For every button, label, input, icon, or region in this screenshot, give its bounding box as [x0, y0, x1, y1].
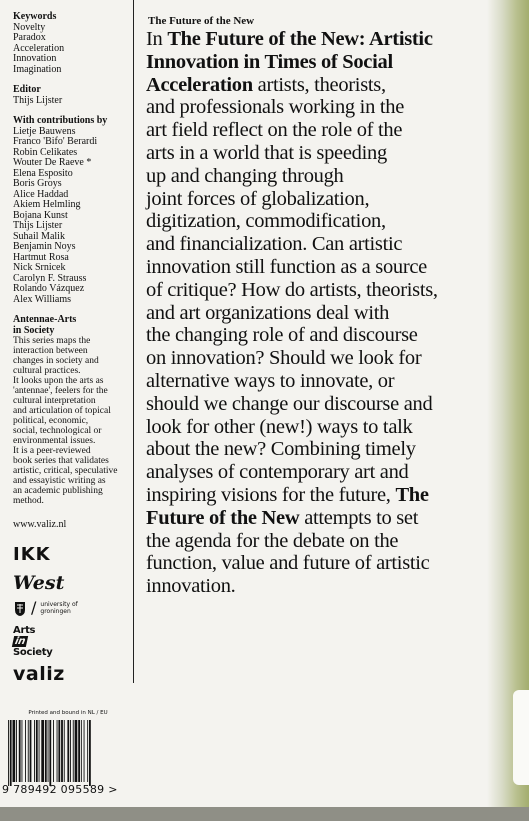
blurb-text-run: innovation. [146, 575, 236, 598]
barcode-bar [45, 720, 47, 782]
series-description-line: changes in society and [13, 356, 99, 366]
blurb-bold-text: Acceleration [146, 73, 253, 96]
blurb-text-run: alternative ways to innovate, or [146, 369, 395, 392]
blurb-line [146, 575, 491, 598]
keywords-block [13, 12, 131, 75]
barcode-bar [19, 720, 21, 782]
series-description-line: This series maps the [13, 336, 91, 346]
blurb-text-run: digitization, commodification, [146, 210, 386, 233]
blurb-text-run: innovation still function as a source [146, 255, 427, 278]
keywords-list [13, 23, 131, 76]
contributor-item: Elena Esposito [13, 167, 73, 179]
barcode-bar [57, 720, 58, 782]
barcode-bar [81, 720, 82, 782]
barcode-bar [84, 720, 85, 782]
blurb-line [146, 393, 491, 416]
blurb-line [146, 484, 491, 507]
series-description-line: method. [13, 496, 44, 506]
university-groningen-logo [13, 598, 131, 618]
series-description-line: political, economic, [13, 416, 89, 426]
blurb-line [146, 507, 491, 530]
book-title-small: The Future of the New [148, 15, 255, 27]
blurb-line [146, 165, 491, 188]
blurb-line [146, 416, 491, 439]
blurb-line [146, 552, 491, 575]
valiz-logo: valiz [13, 662, 65, 685]
blurb-line [146, 96, 491, 119]
barcode-bar [67, 720, 69, 782]
barcode-bar [78, 720, 80, 782]
keyword-item: Paradox [13, 32, 46, 43]
blurb-text-run: on innovation? Should we look for [146, 347, 422, 370]
contributor-item: Benjamin Noys [13, 241, 76, 252]
blurb-line [146, 74, 491, 97]
west-logo: West [13, 571, 65, 594]
blurb-line [146, 530, 491, 553]
contributors-list [13, 127, 131, 306]
contributor-item: Lietje Bauwens [13, 125, 76, 137]
blurb-line [146, 461, 491, 484]
blurb-text-run: and financialization. Can artistic [146, 233, 403, 256]
blurb-line [146, 28, 491, 51]
blurb-line [146, 142, 491, 165]
publisher-url[interactable]: www.valiz.nl [13, 519, 67, 530]
editor-block [13, 85, 131, 106]
blurb-text-run: the agenda for the debate on the [146, 529, 399, 552]
blurb-text-run: and professionals working in the [146, 96, 404, 119]
barcode-bar [53, 720, 54, 782]
page-edge [513, 690, 529, 785]
series-description-line: an academic publishing [13, 486, 103, 496]
series-heading-1: Antennae-Arts [13, 314, 77, 325]
arts-in-society-logo: Arts in Society [13, 624, 53, 658]
blurb-text-run: should we change our discourse and [146, 392, 433, 415]
series-description-line: environmental issues. [13, 436, 96, 446]
blurb-line [146, 210, 491, 233]
blurb-text-run: attempts to set [299, 506, 419, 529]
barcode-bar [39, 720, 40, 782]
series-description [13, 336, 131, 506]
contributor-item: Akiem Helmling [13, 199, 81, 210]
barcode-bar [30, 720, 32, 782]
logo-slash: / [31, 598, 37, 618]
barcode-bar [36, 720, 38, 782]
blurb-text-run: joint forces of globalization, [146, 187, 370, 210]
barcode [7, 720, 120, 786]
series-block [13, 315, 131, 506]
barcode-bar [8, 720, 9, 786]
keyword-item: Innovation [13, 53, 57, 64]
blurb-line [146, 279, 491, 302]
series-description-line: book series that validates [13, 456, 109, 466]
blurb-text-run: art field reflect on the role of the [146, 119, 403, 142]
series-description-line: and articulation of topical [13, 406, 111, 416]
blurb-line [146, 51, 491, 74]
blurb-text-run: inspiring visions for the future, [146, 483, 396, 506]
barcode-bar [34, 720, 35, 782]
printed-note: Printed and bound in NL / EU [28, 710, 108, 716]
contributors-block [13, 116, 131, 305]
keyword-item: Imagination [13, 63, 62, 75]
bottom-edge [0, 807, 529, 821]
contributor-item: Carolyn F. Strauss [13, 272, 87, 284]
barcode-bar [73, 720, 74, 782]
blurb-line [146, 324, 491, 347]
contributor-item: Suhail Malik [13, 230, 65, 242]
left-column [13, 12, 131, 684]
barcode-bar [13, 720, 16, 782]
keywords-heading: Keywords [13, 11, 57, 22]
contributor-item: Rolando Vázquez [13, 283, 85, 294]
barcode-bar [89, 720, 91, 786]
contributor-item: Wouter De Raeve * [13, 157, 92, 168]
series-description-line: social, technological or [13, 426, 102, 436]
series-heading-2: in Society [13, 324, 55, 336]
barcode-bar [75, 720, 78, 782]
isbn-number: 9 789492 095589 > [2, 783, 118, 796]
series-description-line: artistic, critical, speculative [13, 466, 118, 476]
blurb-text-run: about the new? Combining timely [146, 438, 416, 461]
barcode-bar [64, 720, 65, 782]
blurb-text-run: look for other (new!) ways to talk [146, 415, 413, 438]
contributor-item: Hartmut Rosa [13, 251, 69, 263]
barcode-bar [70, 720, 71, 782]
university-seal-icon [13, 601, 27, 617]
blurb-line [146, 119, 491, 142]
barcode-bar [10, 720, 12, 786]
series-description-line: It looks upon the arts as [13, 376, 104, 386]
series-description-line: cultural practices. [13, 366, 81, 376]
barcode-bar [22, 720, 23, 782]
barcode-bar [61, 720, 63, 782]
keyword-item: Novelty [13, 21, 46, 33]
blurb-bold-text: The [395, 483, 429, 506]
university-name: university of groningen [40, 601, 78, 615]
barcode-bar [87, 720, 88, 782]
blurb-text-run: In [146, 28, 168, 50]
contributor-item: Franco 'Bifo' Berardi [13, 136, 98, 147]
series-description-line: 'antennae', feelers for the [13, 386, 108, 396]
blurb-bold-text: Future of the New [146, 506, 300, 529]
contributor-item: Thijs Lijster [13, 220, 63, 231]
barcode-bar [28, 720, 29, 782]
barcode-bar [49, 720, 51, 786]
contributor-item: Bojana Kunst [13, 209, 68, 221]
contributor-item: Boris Groys [13, 178, 62, 189]
blurb-text [146, 28, 491, 598]
series-description-line: and essayistic writing as [13, 476, 106, 486]
blurb-line [146, 438, 491, 461]
blurb-text-run: and art organizations deal with [146, 301, 390, 324]
series-description-line: cultural interpretation [13, 396, 96, 406]
blurb-line [146, 302, 491, 325]
ikk-logo: IKK [13, 543, 51, 565]
blurb-text-run: arts in a world that is speeding [146, 141, 387, 164]
blurb-text-run: function, value and future of artistic [146, 552, 430, 575]
series-description-line: It is a peer-reviewed [13, 446, 91, 456]
barcode-bar [25, 720, 26, 782]
barcode-bar [16, 720, 17, 782]
contributions-heading: With contributions by [13, 115, 108, 126]
blurb-bold-text: The Future of the New: Artistic [167, 28, 433, 50]
editor-name: Thijs Lijster [13, 94, 63, 106]
barcode-bar [41, 720, 44, 782]
column-divider [133, 0, 134, 683]
blurb-text-run: the changing role of and discourse [146, 324, 418, 347]
barcode-bar [48, 720, 49, 782]
contributor-item: Robin Celikates [13, 146, 78, 158]
blurb-bold-text: Innovation in Times of Social [146, 50, 393, 73]
blurb-line [146, 256, 491, 279]
blurb-text-run: artists, theorists, [252, 73, 386, 96]
series-description-line: interaction between [13, 346, 88, 356]
contributor-item: Nick Srnicek [13, 262, 66, 273]
blurb-line [146, 347, 491, 370]
editor-heading: Editor [13, 84, 41, 95]
blurb-text-run: of critique? How do artists, theorists, [146, 278, 438, 301]
contributor-item: Alice Haddad [13, 188, 69, 200]
keyword-item: Acceleration [13, 42, 65, 54]
blurb-line [146, 188, 491, 211]
blurb-text-run: analyses of contemporary art and [146, 461, 409, 484]
blurb-text-run: up and changing through [146, 164, 344, 187]
blurb-line [146, 233, 491, 256]
barcode-bar [58, 720, 60, 782]
blurb-line [146, 370, 491, 393]
contributor-item: Alex Williams [13, 293, 72, 305]
